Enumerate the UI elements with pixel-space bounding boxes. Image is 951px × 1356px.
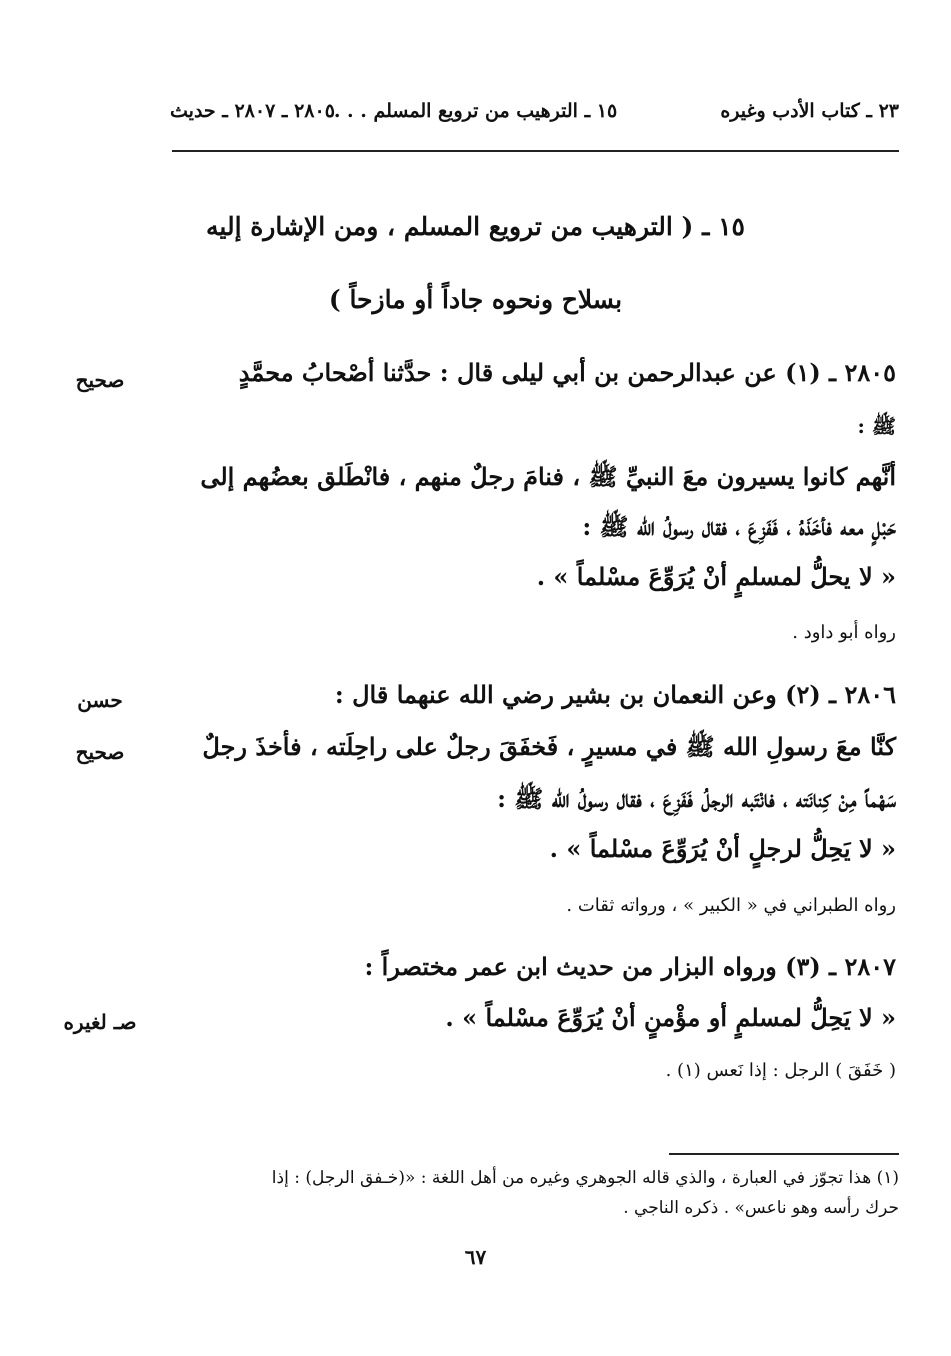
hadith-text-line: أنَّهم كانوا يسيرون معَ النبيِّ ﷺ ، فنامَ رجلٌ منهم ، فانْطَلق بعضُهم إلى bbox=[200, 462, 896, 491]
hadith-text-line: كنَّا معَ رسولِ الله ﷺ في مسيرٍ ، فَخفَقَ رجلٌ على راحِلَته ، فأخذَ رجلٌ bbox=[202, 732, 896, 761]
hadith-grade-line-2: صحيح bbox=[75, 740, 125, 764]
hadith-quote: « لا يَحِلُّ لرجلٍ أنْ يُرَوِّعَ مسْلماً » . bbox=[549, 834, 896, 863]
header-book-title: ٢٣ ـ كتاب الأدب وغيره bbox=[720, 100, 899, 122]
footnote-line-1: (١) هذا تجوّز في العبارة ، والذي قاله الجوهري وغيره من أهل اللغة : «(خـفق الرجل) : إذا bbox=[271, 1168, 899, 1188]
chapter-title-line-1: ١٥ ـ ( الترهيب من ترويع المسلم ، ومن الإشارة إليه bbox=[206, 212, 745, 241]
hadith-grade: صحيح bbox=[75, 368, 125, 392]
footnote-line-2: حرك رأسه وهو ناعس» . ذكره الناجي . bbox=[623, 1198, 899, 1218]
hadith-gloss: ( خَفَقَ ) الرجل : إذا نَعس (١) . bbox=[665, 1060, 896, 1081]
hadith-quote: « لا يَحِلُّ لمسلمٍ أو مؤْمنٍ أنْ يُرَوِّعَ مسْلماً » . bbox=[445, 1003, 896, 1032]
hadith-intro: ٢٨٠٥ ـ (١) عن عبدالرحمن بن أبي ليلى قال : حدَّثنا أصْحابُ محمَّدٍ bbox=[238, 358, 896, 387]
footnote-divider bbox=[669, 1153, 899, 1155]
header-divider bbox=[172, 150, 899, 152]
hadith-source: رواه الطبراني في « الكبير » ، ورواته ثقات . bbox=[566, 895, 896, 916]
page-number: ٦٧ bbox=[464, 1245, 487, 1269]
hadith-text-line: حَبْلٍ معه فأخَذَهُ ، فَفَزِعَ ، فقال رسولُ الله ﷺ : bbox=[582, 512, 896, 541]
hadith-quote: « لا يحلُّ لمسلمٍ أنْ يُرَوِّعَ مسْلماً » . bbox=[536, 562, 896, 591]
hadith-grade-line-1: حسن bbox=[77, 688, 123, 712]
hadith-grade: صـ لغيره bbox=[63, 1010, 137, 1034]
header-chapter-title: ١٥ ـ الترهيب من ترويع المسلم . . . bbox=[333, 100, 618, 122]
hadith-text-line: سَهْماً مِنْ كِنانَته ، فانْتَبه الرجلُ فَفَزِعَ ، فقال رسولُ الله ﷺ : bbox=[497, 784, 896, 813]
chapter-title-line-2: بسلاح ونحوه جاداً أو مازحاً ) bbox=[328, 285, 623, 314]
hadith-intro-continuation: ﷺ : bbox=[857, 414, 896, 438]
header-hadith-range: ٢٨٠٥ ـ ٢٨٠٧ ـ حديث bbox=[170, 100, 335, 122]
hadith-intro: ٢٨٠٦ ـ (٢) وعن النعمان بن بشير رضي الله عنهما قال : bbox=[334, 680, 896, 709]
hadith-source: رواه أبو داود . bbox=[792, 622, 896, 643]
hadith-intro: ٢٨٠٧ ـ (٣) ورواه البزار من حديث ابن عمر مختصراً : bbox=[364, 952, 896, 981]
